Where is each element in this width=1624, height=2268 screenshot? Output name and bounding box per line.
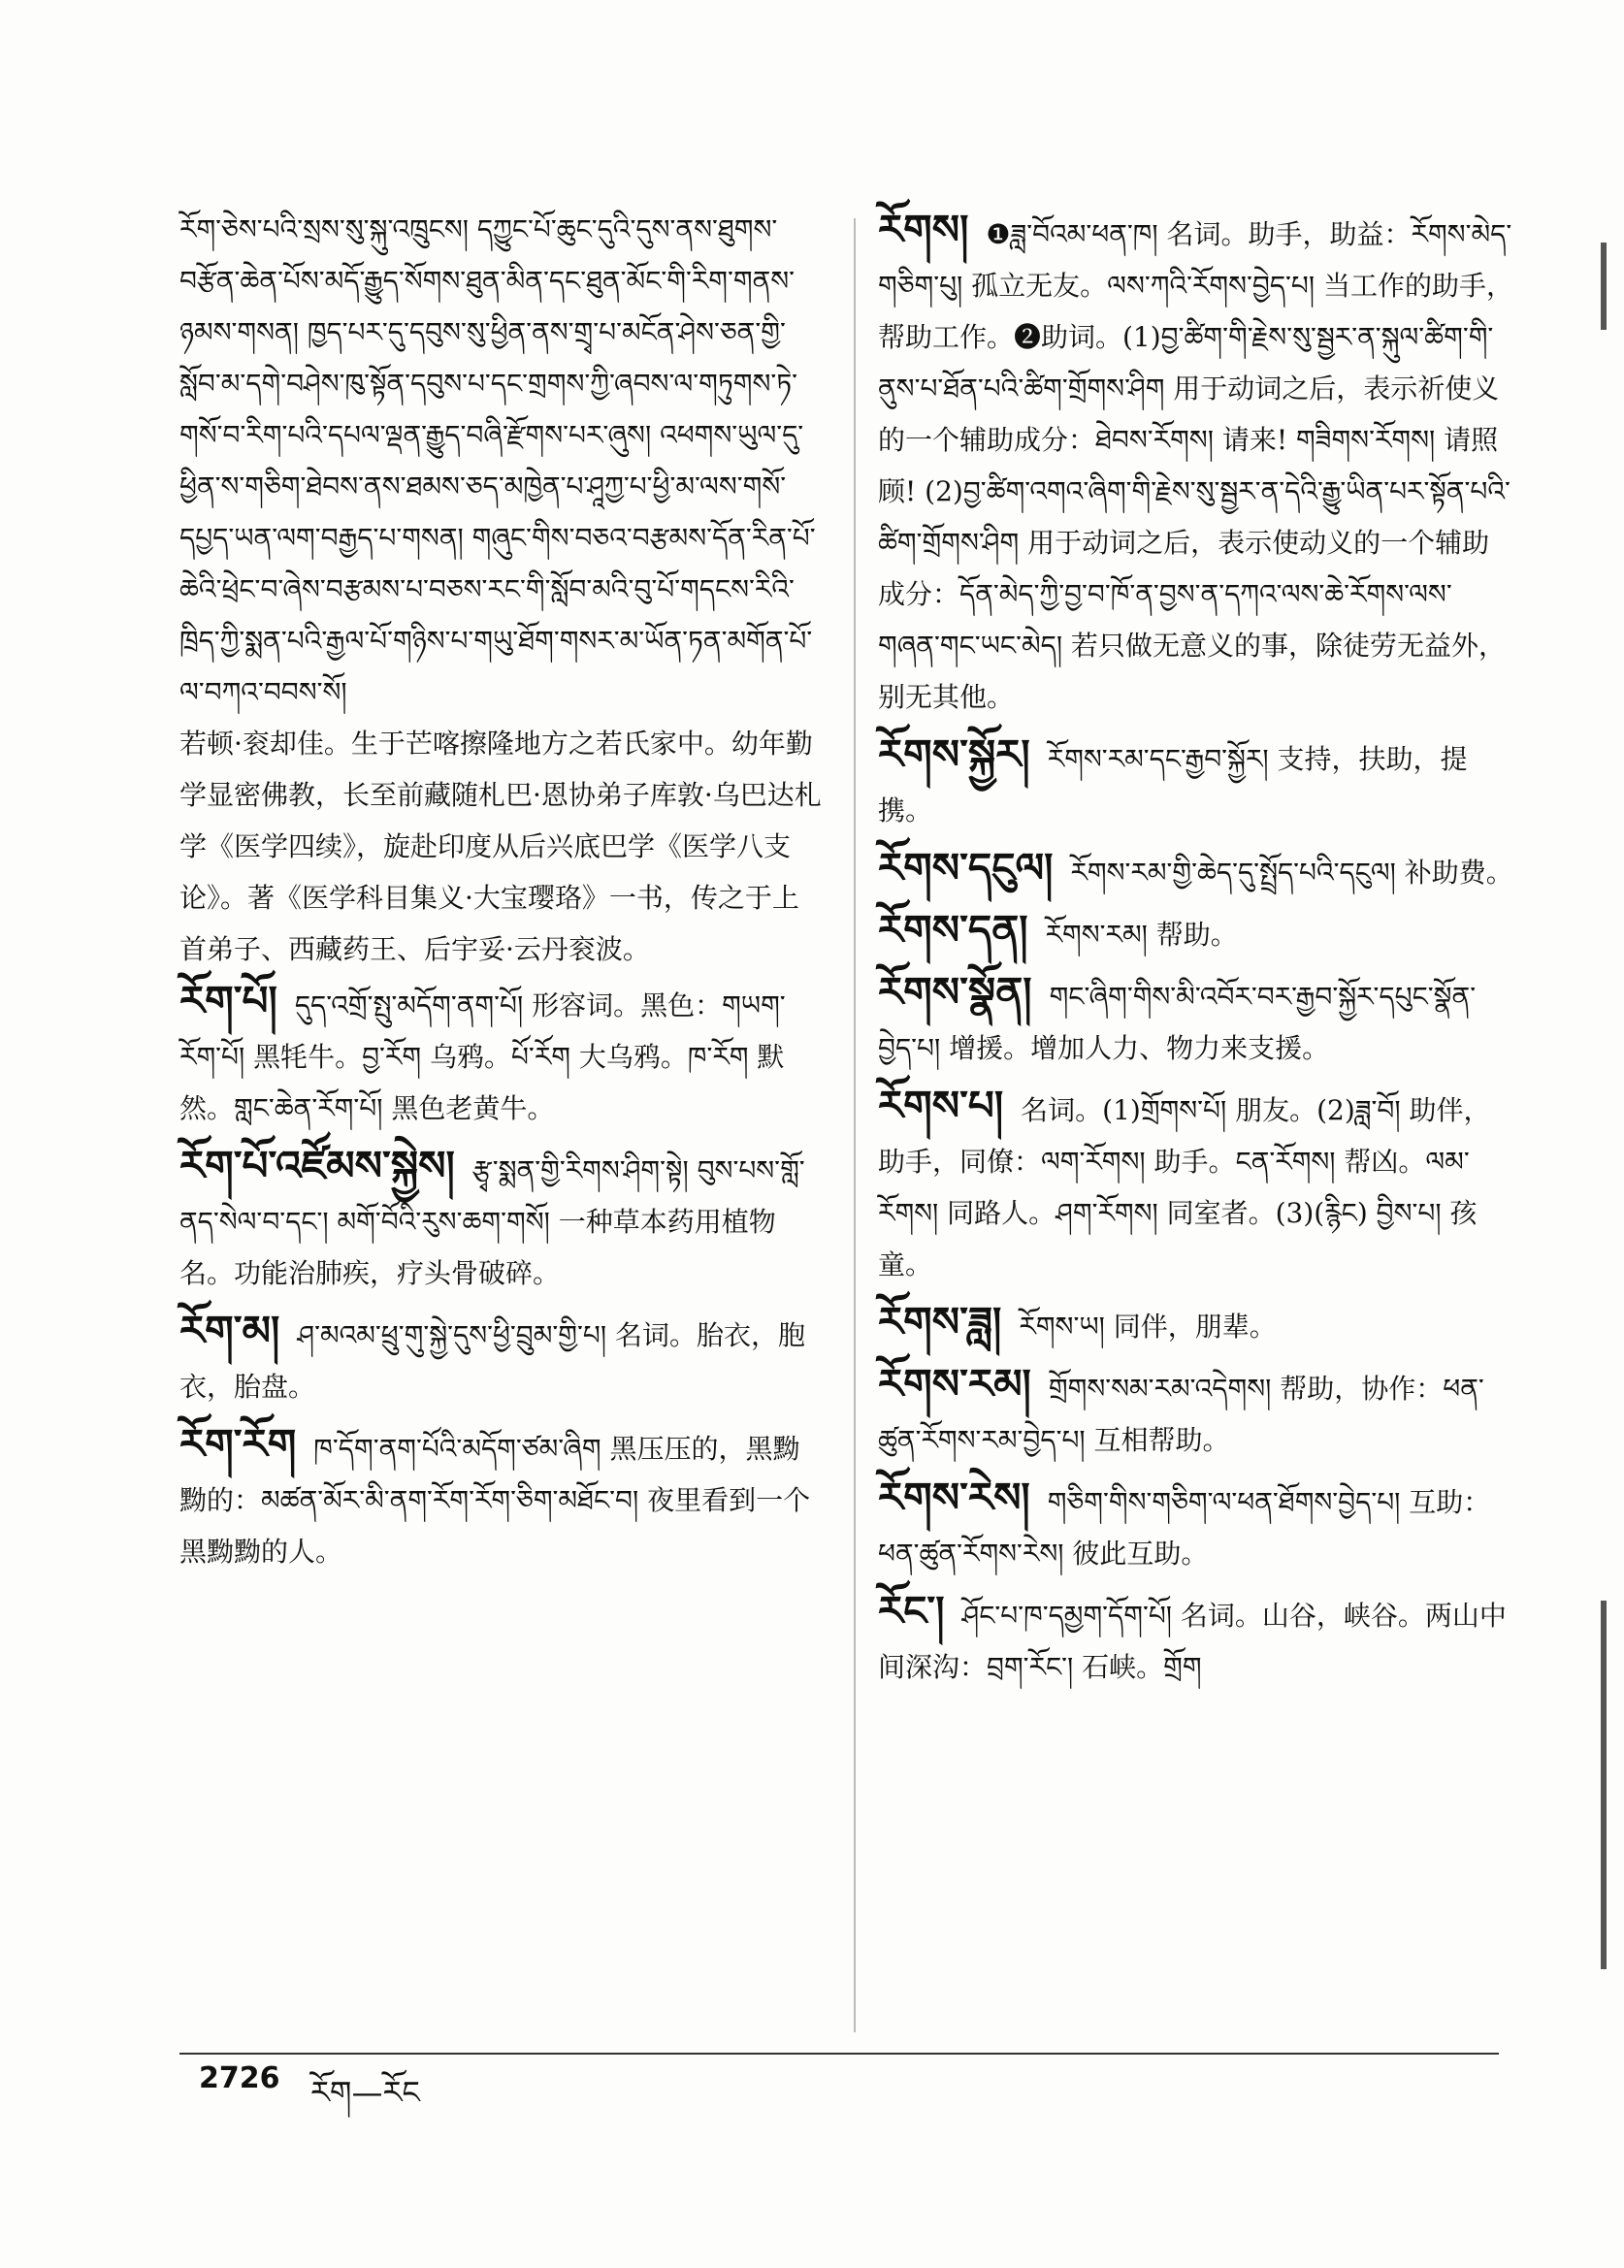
headword: རོག་མ། [179, 1307, 280, 1354]
definition: རོགས་རམ་གྱི་ཆེད་དུ་སྤྲོད་པའི་དངུལ། 补助费。 [1070, 857, 1513, 889]
left-intro: ཪོག་ཅེས་པའི་སྲས་སུ་སྐུ་འཁྲུངས། དཀྱུང་པོ་ཆུང་དུའི་དུས་ནས་ཐུགས་བརྩོན་ཆེན་པོས་མདོ་རྒྱུད་སོགས་ཐུན་མིན་དང་ཐུན་མོང་གི་རིག་གནས་ཉམས་གསན། ཁྱད་པར་དུ་དབུས་སུ་ཕྱིན་ནས་གྲྭ་པ་མངོན་ཤེས་ཅན་གྱི་སློབ་མ་དགེ་བཤེས་ཁུ་སྟོན་དབུས་པ་དང་གྲགས་ཀྱི་ཞབས་ལ་གཏུགས་ཏེ་གསོ་བ་རིག་པའི་དཔལ་ལྡན་རྒྱུད་བཞི་རྫོགས་པར་ཞུས། འཕགས་ཡུལ་དུ་ཕྱིན་ས་གཅིག་ཐེབས་ནས་ཐམས་ཅད་མཁྱེན་པ་ཤཱཀྱ་པ་ཕྱི་མ་ལས་གསོ་དཔྱད་ཡན་ལག་བརྒྱད་པ་གསན། གཞུང་གིས་བཅའ་བརྩམས་དོན་རིན་པོ་ཆེའི་ཕྲེང་བ་ཞེས་བརྩམས་པ་བཅས་རང་གི་སློབ་མའི་བུ་པོ་གདངས་རིའི་ཁྲིད་ཀྱི་སྨན་པའི་རྒྱལ་པོ་གཉིས་པ་གཡུ་ཐོག་གསར་མ་ཡོན་ཏན་མགོན་པོ་ལ་བཀའ་བབས་སོ། [179, 213, 816, 708]
dictionary-entry [878, 729, 1513, 836]
definition: ❶ཟླ་བོའམ་ཕན་ཁ། 名词。助手，助益：རོགས་མེད་གཅིག་པུ། 孤立无友。ལས་ཀའི་རོགས་བྱེད་པ། 当工作的助手，帮助工作。❷助词。(1)བྱ་ཚིག་གི་རྗེས་སུ་སྦྱར་ན་སྐུལ་ཚིག་གི་ནུས་པ་ཐོན་པའི་ཚིག་གྲོགས་ཤིག 用于动词之后，表示祈使义的一个辅助成分：ཐེབས་རོགས། 请来! གཟིགས་རོགས། 请照顾! (2)བྱ་ཚིག་འགའ་ཞིག་གི་རྗེས་སུ་སྦྱར་ན་དེའི་རྒྱུ་ཡིན་པར་སྟོན་པའི་ཚིག་གྲོགས་ཤིག 用于动词之后，表示使动义的一个辅助成分：དོན་མེད་ཀྱི་བྱ་བ་ཁོ་ན་བྱས་ན་དཀའ་ལས་ཆེ་རོགས་ལས་གཞན་གང་ཡང་མེད། 若只做无意义的事，除徒劳无益外，别无其他。 [878, 218, 1513, 713]
right-entries [878, 204, 1513, 1693]
headword: རོགས། [878, 206, 969, 253]
headword: རོགས་དངུལ། [878, 844, 1054, 891]
edge-mark [1601, 243, 1607, 330]
headword: རོགས་རམ། [878, 1360, 1031, 1408]
definition: 名词。(1)གྲོགས་པོ། 朋友。(2)ཟླ་བོ། 助伴，助手，同僚：ལག་རོགས། 助手。ངན་རོགས། 帮凶。ལམ་རོགས། 同路人。ཤག་རོགས། 同室者。(3)(རྙིང) བྱིས་པ། 孩童。 [878, 1094, 1491, 1280]
dictionary-entry [878, 1585, 1513, 1693]
headword: རོགས་དན། [878, 906, 1028, 954]
edge-mark [1601, 1601, 1607, 1969]
headword: རོག་རོག [179, 1420, 297, 1468]
dictionary-entry [878, 1472, 1513, 1579]
headword: རོགས་སྣོན། [878, 968, 1032, 1016]
headword: རོག་པོ། [179, 977, 277, 1024]
dictionary-entry [179, 975, 825, 1134]
definition: གཅིག་གིས་གཅིག་ལ་ཕན་ཐོགས་བྱེད་པ། 互助：ཕན་ཚུན་རོགས་རེས། 彼此互助。 [878, 1486, 1491, 1570]
right-column [878, 204, 1513, 1699]
definition: གང་ཞིག་གིས་མི་འབོར་བར་རྒྱབ་སྐྱོར་དཔུང་སྣོན་བྱེད་པ། 增援。增加人力、物力来支援。 [878, 981, 1477, 1064]
left-entries [179, 975, 825, 1577]
definition: རོགས་ཡ། 同伴，朋辈。 [1019, 1311, 1277, 1343]
column-divider [854, 218, 856, 2032]
definition: རོགས་རམ། 帮助。 [1045, 919, 1238, 951]
headword: རོགས་ཟླ། [878, 1298, 1002, 1345]
definition: རོགས་རམ་དང་རྒྱབ་སྐྱོར། 支持，扶助，提携。 [878, 743, 1468, 826]
running-head: རོག—རོང [310, 2074, 420, 2111]
definition: ཤ་མའམ་ཕྲུ་གུ་སྐྱེ་དུས་ཕྱི་བྲུམ་གྱི་པ། 名词。胎衣，胞衣，胎盘。 [179, 1319, 805, 1403]
definition: གྲོགས་སམ་རམ་འདེགས། 帮助，协作：ཕན་ཚུན་རོགས་རམ་བྱེད་པ། 互相帮助。 [878, 1373, 1484, 1456]
dictionary-entry [179, 1140, 825, 1299]
dictionary-entry [878, 1296, 1513, 1352]
headword: རོགས་པ། [878, 1082, 1004, 1129]
dictionary-entry [878, 1358, 1513, 1466]
headword: རོག་པོ་འཛོམས་སྐྱེས། [179, 1142, 455, 1189]
page-number: 2726 [199, 2061, 280, 2095]
definition: དུད་འགྲོ་སྤུ་མདོག་ནག་པོ། 形容词。黑色：གཡག་རོག་པོ། 黑牦牛。བྱ་རོག 乌鸦。པོ་རོག 大乌鸦。ཁ་རོག 默然。གླང་ཆེན་རོག་པོ། 黑色老黄牛。 [179, 989, 786, 1124]
headword: རོགས་རེས། [878, 1474, 1030, 1521]
left-column [179, 204, 825, 1583]
left-intro-zh: 若顿·衮却佳。生于芒喀擦隆地方之若氏家中。幼年勤学显密佛教，长至前藏随札巴·恩协弟子库敦·乌巴达札学《医学四续》，旋赴印度从后兴底巴学《医学八支论》。著《医学科目集义·大宝璎珞》一书，传之于上首弟子、西藏药王、后宇妥·云丹衮波。 [179, 728, 822, 965]
headword: རོགས་སྐྱོར། [878, 730, 1030, 778]
dictionary-entry [878, 204, 1513, 723]
dictionary-entry [179, 1305, 825, 1412]
dictionary-entry [878, 1080, 1513, 1290]
dictionary-entry [179, 1418, 825, 1577]
footer-rule [179, 2053, 1499, 2055]
dictionary-entry [878, 842, 1513, 898]
definition: རྩྭ་སྨན་གྱི་རིགས་ཤིག་སྟེ། བུས་པས་གློ་ནད་སེལ་བ་དང་། མགོ་བོའི་རུས་ཆག་གསོ། 一种草本药用植物名。功能治肺疾，疗头骨破碎。 [179, 1154, 805, 1289]
definition: ཁ་དོག་ནག་པོའི་མདོག་ཙམ་ཞིག 黑压压的，黑黝黝的：མཚན་མོར་མི་ནག་རོག་རོག་ཅིག་མཐོང་བ། 夜里看到一个黑黝黝的人。 [179, 1433, 811, 1568]
definition: ཤོང་པ་ཁ་དམྱག་དོག་པོ། 名词。山谷，峡谷。两山中间深沟：བྲག་རོང་། 石峡。གྲོག [878, 1600, 1507, 1683]
headword: རོང་། [878, 1587, 945, 1635]
dictionary-entry [878, 966, 1513, 1074]
dictionary-entry [878, 904, 1513, 960]
